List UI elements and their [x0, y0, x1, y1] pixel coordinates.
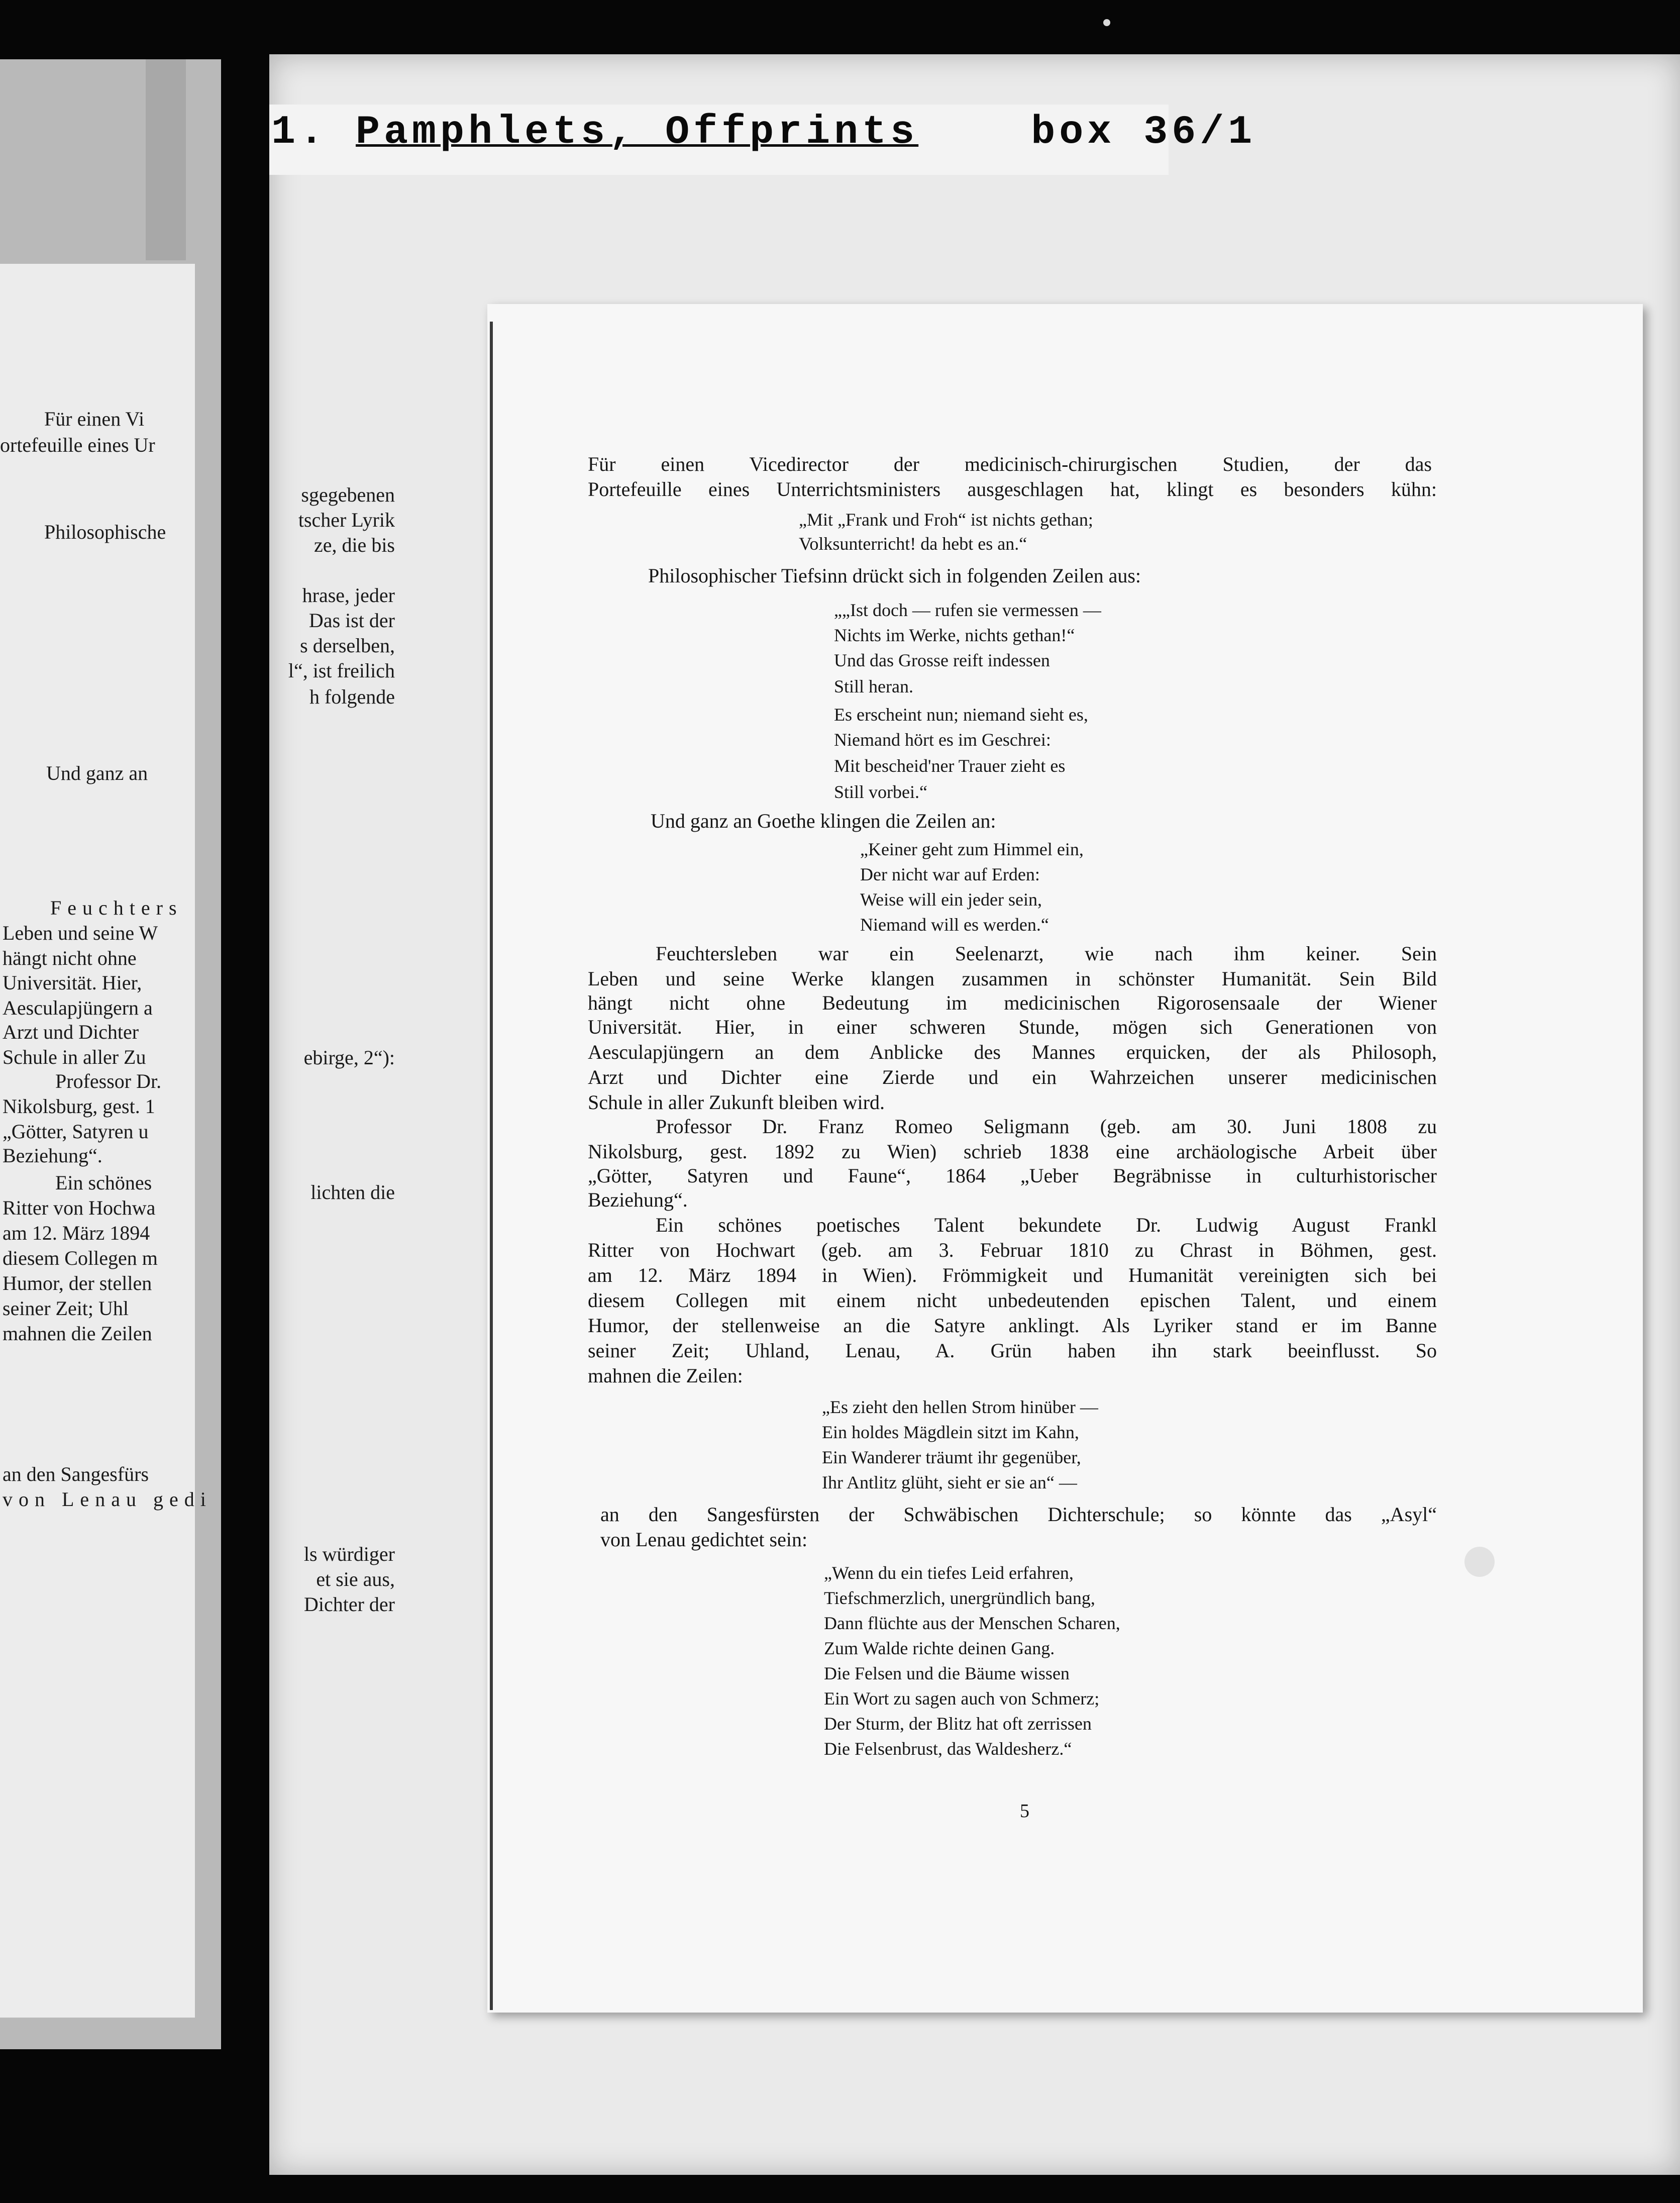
text-line: Nikolsburg, gest. 1892 zu Wien) schrieb 1838 eine archäologische Arbeit über: [588, 1140, 1437, 1163]
label-number: 1.: [271, 110, 328, 155]
left-line: Philosophische: [44, 521, 166, 543]
left-line: Ein schönes: [55, 1171, 152, 1194]
left-line: mahnen die Zeilen: [3, 1322, 152, 1345]
text-line: seiner Zeit; Uhland, Lenau, A. Grün haben ihn stark beeinflusst. So: [588, 1339, 1437, 1362]
left-line: Schule in aller Zu: [3, 1046, 146, 1068]
text-line: Aesculapjüngern an dem Anblicke des Mannes erquicken, der als Philosoph,: [588, 1041, 1437, 1063]
left-fragment: h folgende: [309, 685, 395, 708]
left-fragment: ls würdiger: [303, 1543, 395, 1565]
text-line: Professor Dr. Franz Romeo Seligmann (geb. am 30. Juni 1808 zu: [656, 1115, 1437, 1138]
left-line: Feuchters: [50, 896, 183, 919]
left-line: am 12. März 1894: [3, 1222, 150, 1244]
left-line: Für einen Vi: [44, 408, 145, 430]
text-line: hängt nicht ohne Bedeutung im medicinischen Rigorosensaale der Wiener: [588, 991, 1437, 1014]
verse-line: Ein holdes Mägdlein sitzt im Kahn,: [822, 1422, 1079, 1442]
text-line: Arzt und Dichter eine Zierde und ein Wahrzeichen unserer medicinischen: [588, 1066, 1437, 1088]
text-line: von Lenau gedichtet sein:: [600, 1528, 808, 1551]
left-fragment: et sie aus,: [316, 1568, 395, 1590]
verse-line: Der Sturm, der Blitz hat oft zerrissen: [824, 1714, 1092, 1734]
left-line: Nikolsburg, gest. 1: [3, 1095, 155, 1118]
text-line: Und ganz an Goethe klingen die Zeilen an:: [651, 810, 996, 832]
left-fragment: Das ist der: [308, 609, 395, 632]
left-line: ortefeuille eines Ur: [0, 434, 155, 456]
verse-line: Die Felsenbrust, das Waldesherz.“: [824, 1739, 1072, 1759]
verse-line: „Es zieht den hellen Strom hinüber —: [822, 1397, 1098, 1417]
text-line: Universität. Hier, in einer schweren Stunde, mögen sich Generationen von: [588, 1016, 1437, 1038]
left-line: „Götter, Satyren u: [3, 1120, 149, 1143]
verse-line: Niemand hört es im Geschrei:: [834, 730, 1051, 750]
verse-line: Weise will ein jeder sein,: [860, 889, 1042, 910]
text-line: Ein schönes poetisches Talent bekundete Dr. Ludwig August Frankl: [656, 1214, 1437, 1236]
left-fragment: l“, ist freilich: [288, 659, 395, 682]
verse-line: Die Felsen und die Bäume wissen: [824, 1663, 1070, 1683]
verse-line: Und das Grosse reift indessen: [834, 650, 1050, 670]
left-line: Ritter von Hochwa: [3, 1196, 156, 1219]
text-line: diesem Collegen mit einem nicht unbedeutenden epischen Talent, und einem: [588, 1289, 1437, 1312]
verse-line: Dann flüchte aus der Menschen Scharen,: [824, 1613, 1120, 1633]
left-line: Arzt und Dichter: [3, 1021, 139, 1043]
left-line: Leben und seine W: [3, 922, 158, 944]
verse-line: Nichts im Werke, nichts gethan!“: [834, 625, 1075, 645]
text-line: Ritter von Hochwart (geb. am 3. Februar 1810 zu Chrast in Böhmen, gest.: [588, 1239, 1437, 1261]
page-number: 5: [1020, 1800, 1029, 1822]
verse-line: Tiefschmerzlich, unergründlich bang,: [824, 1588, 1095, 1608]
verse-line: Volksunterricht! da hebt es an.“: [799, 534, 1027, 554]
verse-line: Ihr Antlitz glüht, sieht er sie an“ —: [822, 1472, 1077, 1492]
left-fragment: Dichter der: [303, 1593, 395, 1616]
left-line: seiner Zeit; Uhl: [3, 1297, 129, 1320]
verse-line: Der nicht war auf Erden:: [860, 864, 1040, 884]
text-line: Philosophischer Tiefsinn drückt sich in folgenden Zeilen aus:: [648, 564, 1141, 587]
left-line: Humor, der stellen: [3, 1272, 152, 1294]
verse-line: Ein Wanderer träumt ihr gegenüber,: [822, 1447, 1081, 1467]
left-fragment: hrase, jeder: [302, 584, 395, 607]
text-line: Schule in aller Zukunft bleiben wird.: [588, 1091, 885, 1114]
verse-line: Niemand will es werden.“: [860, 915, 1049, 935]
left-line: Aesculapjüngern a: [3, 996, 153, 1019]
text-line: Feuchtersleben war ein Seelenarzt, wie nach ihm keiner. Sein: [656, 942, 1437, 965]
left-line: Beziehung“.: [3, 1144, 102, 1167]
verse-line: „Keiner geht zum Himmel ein,: [860, 839, 1084, 859]
verse-line: Still vorbei.“: [834, 782, 927, 802]
text-line: Humor, der stellenweise an die Satyre anklingt. Als Lyriker stand er im Banne: [588, 1314, 1437, 1337]
left-fragment: s derselben,: [300, 634, 395, 657]
label-series: Pamphlets, Offprints: [356, 110, 919, 155]
verse-line: Ein Wort zu sagen auch von Schmerz;: [824, 1688, 1100, 1709]
verse-line: Mit bescheid'ner Trauer zieht es: [834, 756, 1066, 776]
left-line: hängt nicht ohne: [3, 947, 137, 969]
left-line: Universität. Hier,: [3, 971, 142, 994]
left-line: von Lenau gedi: [3, 1488, 212, 1511]
left-fragment: lichten die: [310, 1181, 395, 1204]
verse-line: „Wenn du ein tiefes Leid erfahren,: [824, 1563, 1074, 1583]
box-label: [271, 110, 1256, 165]
text-line: Beziehung“.: [588, 1188, 688, 1211]
left-line: diesem Collegen m: [3, 1247, 158, 1269]
left-fragment: ebirge, 2“):: [303, 1046, 395, 1069]
verse-line: Zum Walde richte deinen Gang.: [824, 1638, 1055, 1658]
left-fragment: tscher Lyrik: [298, 509, 395, 531]
text-line: mahnen die Zeilen:: [588, 1364, 743, 1387]
text-line: an den Sangesfürsten der Schwäbischen Dichterschule; so könnte das „Asyl“: [600, 1503, 1437, 1526]
label-box: box 36/1: [1031, 110, 1256, 155]
text-line: am 12. März 1894 in Wien). Frömmigkeit und Humanität vereinigten sich bei: [588, 1264, 1437, 1286]
left-line: an den Sangesfürs: [3, 1463, 149, 1485]
text-line: „Götter, Satyren und Faune“, 1864 „Ueber Begräbnisse in culturhistorischer: [588, 1164, 1437, 1187]
page-fold: [490, 322, 493, 2010]
verse-line: Es erscheint nun; niemand sieht es,: [834, 705, 1088, 725]
verse-line: Still heran.: [834, 676, 913, 696]
verse-line: „„Ist doch — rufen sie vermessen —: [834, 600, 1101, 620]
left-line: Professor Dr.: [55, 1070, 162, 1092]
left-fragment: ze, die bis: [313, 534, 395, 556]
text-line: Leben und seine Werke klangen zusammen in schönster Humanität. Sein Bild: [588, 967, 1437, 990]
text-line: Portefeuille eines Unterrichtsministers ausgeschlagen hat, klingt es besonders kühn:: [588, 478, 1437, 500]
verse-line: „Mit „Frank und Froh“ ist nichts gethan;: [799, 510, 1093, 530]
left-fragment: sgegebenen: [301, 483, 395, 506]
left-line: Und ganz an: [46, 762, 148, 784]
text-line: Für einen Vicedirector der medicinisch-chirurgischen Studien, der das: [588, 453, 1432, 475]
